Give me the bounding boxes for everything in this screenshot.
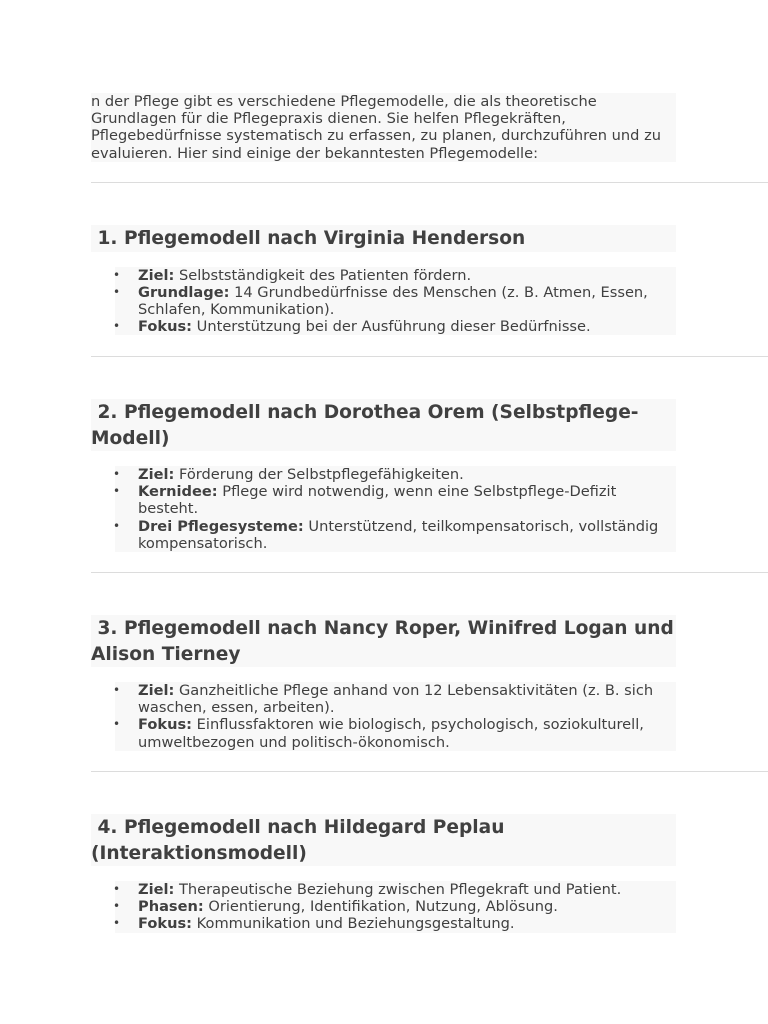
section-list xyxy=(91,466,676,552)
list-item xyxy=(113,266,676,284)
item-text: Therapeutische Beziehung zwischen Pflegekraft und Patient. xyxy=(178,881,622,898)
list-item xyxy=(113,915,676,933)
item-label: Kernidee: xyxy=(138,483,218,501)
divider xyxy=(91,572,768,573)
item-text: Förderung der Selbstpflegefähigkeiten. xyxy=(178,466,464,483)
intro-paragraph: n der Pflege gibt es verschiedene Pflegemodelle, die als theoretische Grundlagen für die Pflegepraxis dienen. Sie helfen Pflegekräften, Pflegebedürfnisse systematisch zu erfassen, zu planen, durchzuführen und zu evaluieren. Hier sind einige der bekanntesten Pflegemodelle: xyxy=(91,93,676,162)
item-label: Grundlage: xyxy=(138,283,230,301)
section-heading-text: 4. Pflegemodell nach Hildegard Peplau (Interaktionsmodell) xyxy=(91,817,505,864)
bullet: • xyxy=(113,467,121,481)
section-heading xyxy=(91,615,676,667)
section-heading xyxy=(91,814,676,866)
section-roper-logan-tierney xyxy=(91,615,676,751)
item-text: Unterstützend, teilkompensatorisch, vollständig kompensatorisch. xyxy=(138,517,659,552)
bullet: • xyxy=(113,484,121,499)
divider xyxy=(91,182,768,183)
item-label: Fokus: xyxy=(138,716,193,734)
item-label: Ziel: xyxy=(138,266,175,284)
item-label: Phasen: xyxy=(138,898,204,916)
item-label: Fokus: xyxy=(138,318,193,336)
section-list xyxy=(91,881,676,933)
item-label: Ziel: xyxy=(138,466,175,483)
section-heading-text: 3. Pflegemodell nach Nancy Roper, Winifred Logan und Alison Tierney xyxy=(91,618,674,665)
bullet: • xyxy=(113,916,121,931)
item-text: 14 Grundbedürfnisse des Menschen (z. B. Atmen, Essen, Schlafen, Kommunikation). xyxy=(138,283,648,318)
bullet: • xyxy=(113,518,121,533)
list-item xyxy=(113,517,676,552)
list-item xyxy=(113,682,676,717)
bullet: • xyxy=(113,899,121,914)
item-text: Unterstützung bei der Ausführung dieser Bedürfnisse. xyxy=(196,318,591,336)
item-text: Selbstständigkeit des Patienten fördern. xyxy=(178,266,472,284)
list-item xyxy=(113,898,676,916)
item-text: Orientierung, Identifikation, Nutzung, Ablösung. xyxy=(208,898,558,916)
bullet: • xyxy=(113,683,121,697)
item-text: Pflege wird notwendig, wenn eine Selbstpflege-Defizit besteht. xyxy=(138,483,617,518)
section-heading xyxy=(91,399,676,451)
item-text: Einflussfaktoren wie biologisch, psychologisch, soziokulturell, umweltbezogen und politisch-ökonomisch. xyxy=(138,716,644,751)
section-heading-text: 1. Pflegemodell nach Virginia Henderson xyxy=(97,228,526,249)
section-henderson xyxy=(91,225,676,335)
item-text: Ganzheitliche Pflege anhand von 12 Lebensaktivitäten (z. B. sich waschen, essen, arbeiten). xyxy=(138,682,654,717)
item-label: Fokus: xyxy=(138,915,193,933)
item-text: Kommunikation und Beziehungsgestaltung. xyxy=(196,915,515,933)
item-label: Drei Pflegesysteme: xyxy=(138,517,304,535)
bullet: • xyxy=(113,717,121,732)
bullet: • xyxy=(113,882,121,896)
list-item xyxy=(113,318,676,336)
list-item xyxy=(113,483,676,518)
section-list xyxy=(91,267,676,336)
section-peplau xyxy=(91,814,676,933)
section-orem xyxy=(91,399,676,552)
divider xyxy=(91,771,768,772)
section-list xyxy=(91,682,676,751)
list-item xyxy=(113,283,676,318)
bullet: • xyxy=(113,267,121,282)
list-item xyxy=(113,716,676,751)
list-item xyxy=(113,466,676,483)
divider xyxy=(91,356,768,357)
section-heading-text: 2. Pflegemodell nach Dorothea Orem (Selbstpflege-Modell) xyxy=(91,402,639,449)
item-label: Ziel: xyxy=(138,881,175,898)
bullet: • xyxy=(113,319,121,334)
list-item xyxy=(113,881,676,898)
bullet: • xyxy=(113,284,121,299)
item-label: Ziel: xyxy=(138,682,175,699)
section-heading xyxy=(91,225,676,252)
